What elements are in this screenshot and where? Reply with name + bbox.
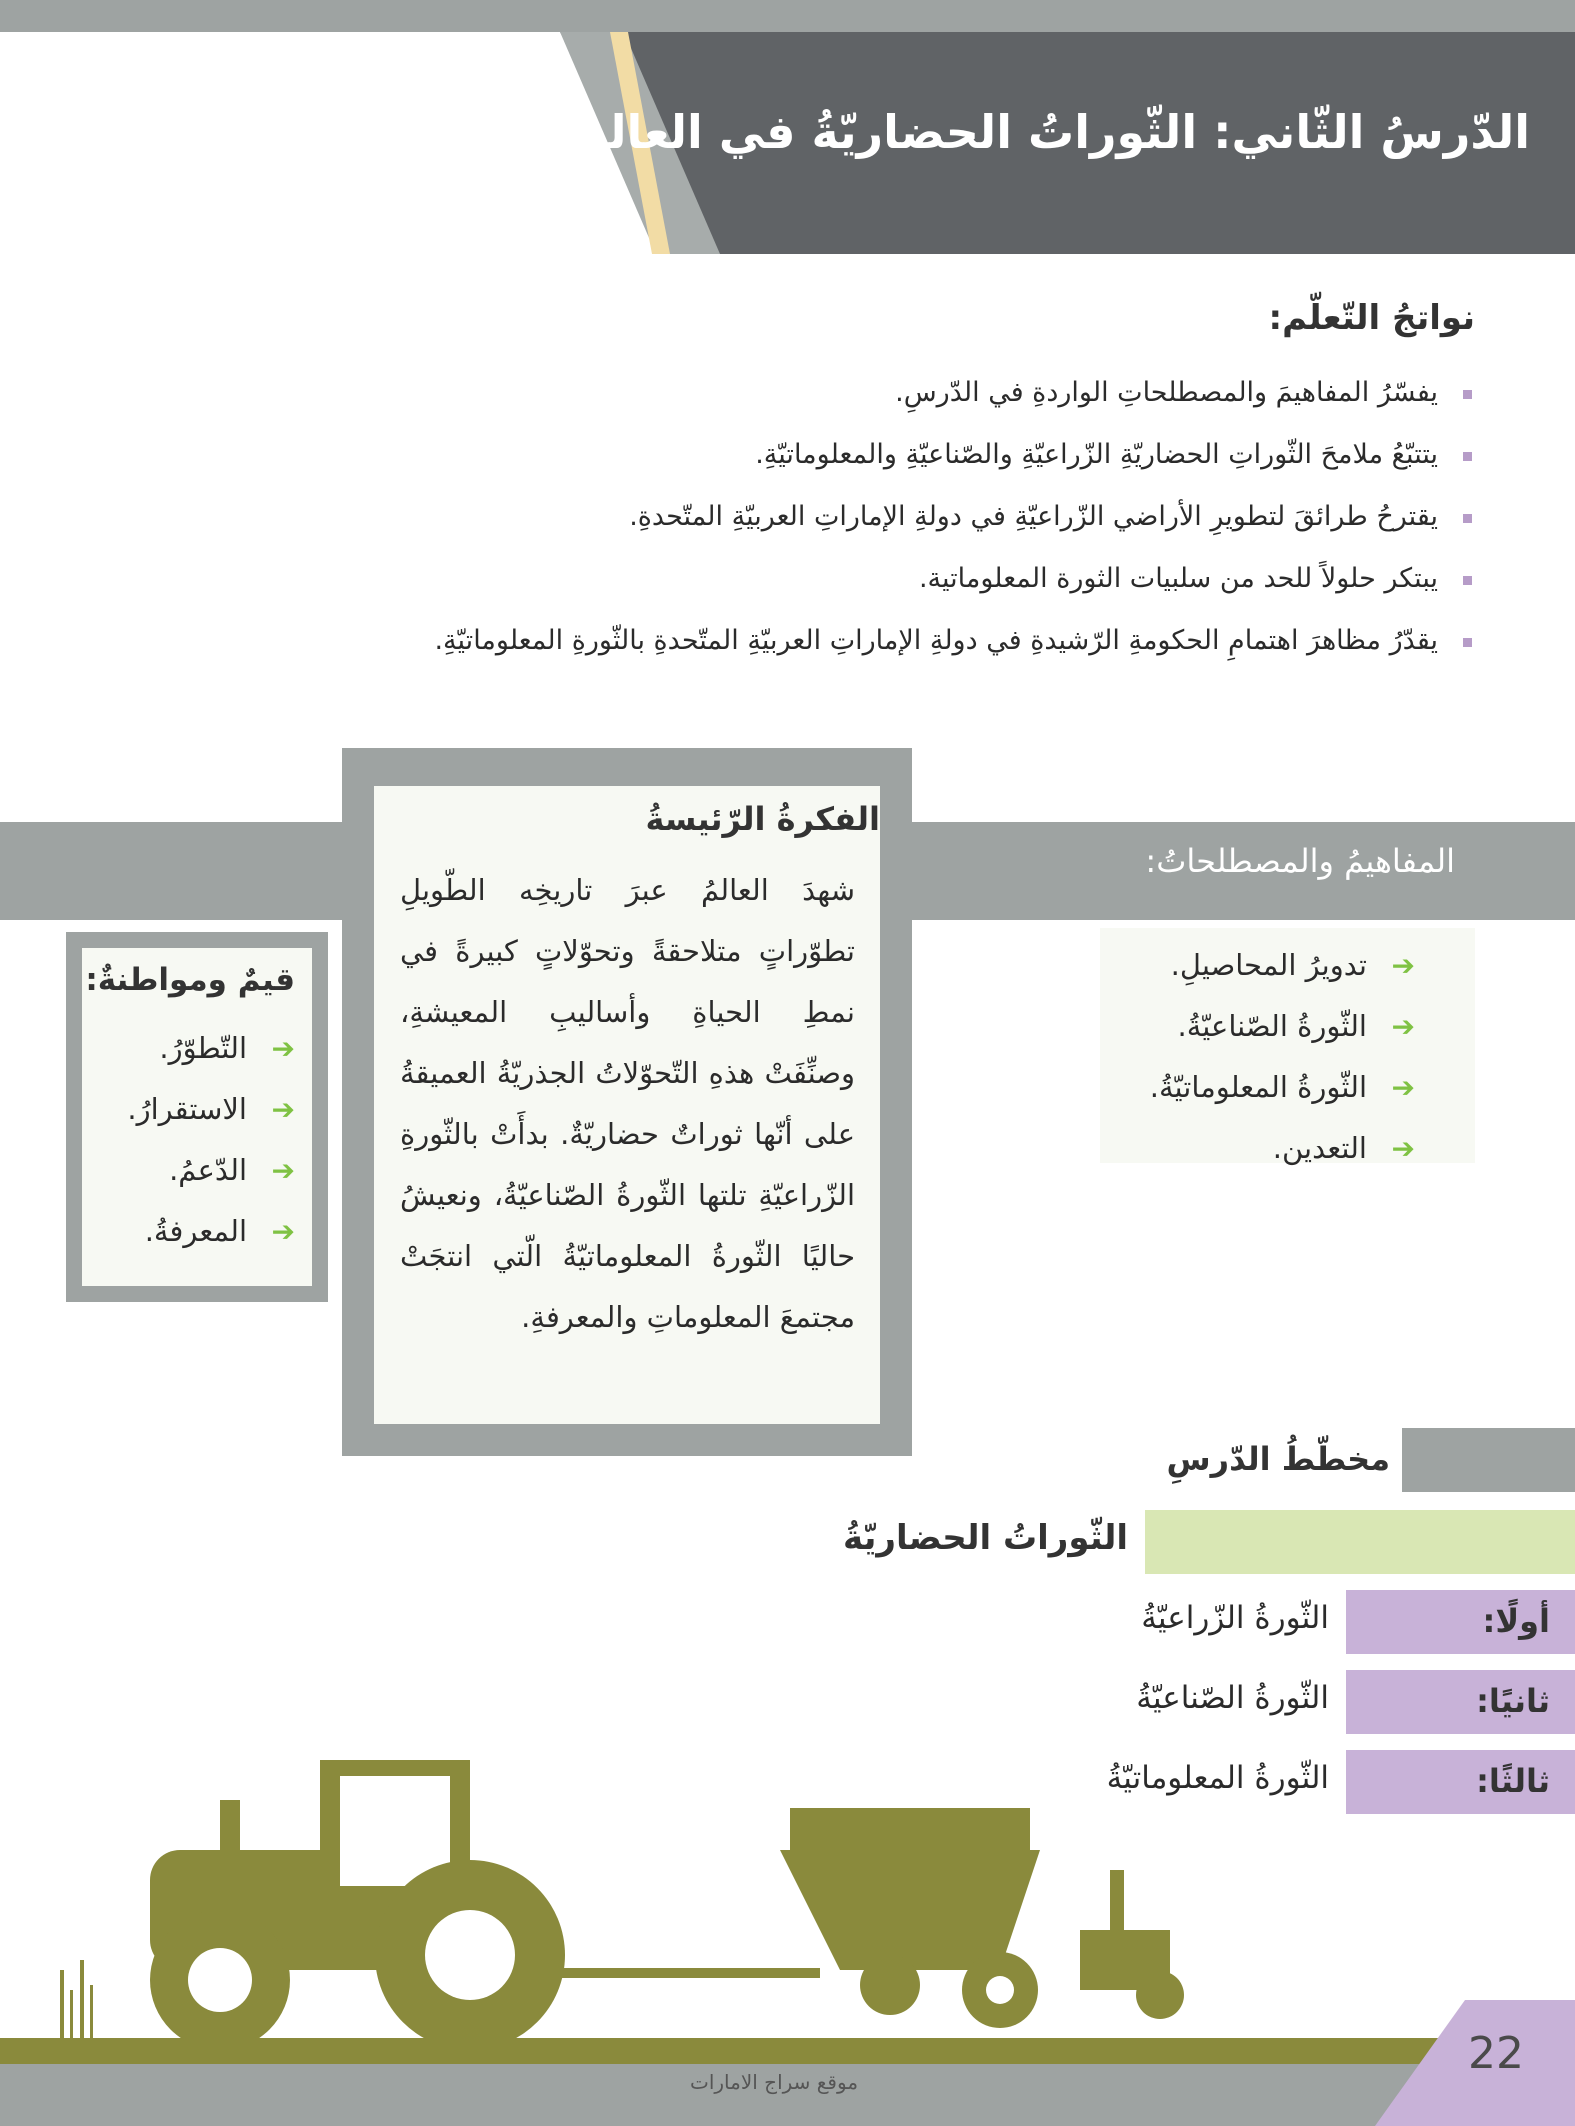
concept-label: التعدين. xyxy=(1272,1131,1367,1165)
value-label: الاستقرارُ. xyxy=(127,1092,247,1126)
values-list xyxy=(127,1018,295,1262)
plan-title-bar xyxy=(1402,1428,1575,1492)
concept-item xyxy=(1150,1057,1415,1118)
plan-item-2: الثّورةُ الصّناعيّةُ xyxy=(1136,1680,1329,1716)
plan-main-bar xyxy=(1145,1510,1575,1574)
concept-label: الثّورةُ الصّناعيّةُ. xyxy=(1177,1009,1367,1043)
main-idea-text: شهدَ العالمُ عبرَ تاريخِه الطّويلِ تطوّراتٍ متلاحقةً وتحوّلاتٍ كبيرةً في نمطِ الحياةِ وأساليبِ المعيشةِ، وصنِّفَتْ هذهِ التّحوّلاتُ الجذريّةُ العميقةُ على أنّها ثوراتٌ حضاريّةٌ. بدأَتْ بالثّورةِ الزّراعيّةِ تلتها الثّورةُ الصّناعيّةُ، ونعيشُ حاليًا الثّورةُ المعلوماتيّةُ الّتي انتجَتْ مجتمعَ المعلوماتِ والمعرفةِ. xyxy=(400,873,855,1334)
lesson-title: الدّرسُ الثّاني: الثّوراتُ الحضاريّةُ في العالمِ xyxy=(573,105,1530,159)
value-item xyxy=(127,1140,295,1201)
outcomes-list xyxy=(100,362,1480,672)
page-number: 22 xyxy=(1468,2028,1524,2079)
ground-strip xyxy=(0,2038,1575,2064)
tractor-icon xyxy=(40,1740,1240,2070)
concepts-list xyxy=(1150,935,1415,1179)
green-arrow-icon: ➔ xyxy=(271,1215,295,1248)
green-arrow-icon: ➔ xyxy=(1391,949,1415,982)
top-strip xyxy=(0,0,1575,32)
plan-title: مخطّطُ الدّرسِ xyxy=(1166,1440,1390,1478)
footer-site-text: موقع سراج الامارات xyxy=(690,2070,859,2094)
outcome-item: يقدّرُ مظاهرَ اهتمامِ الحكومةِ الرّشيدةِ في دولةِ الإماراتِ العربيّةِ المتّحدةِ بالثّورةِ المعلوماتيّةِ. xyxy=(100,610,1480,672)
concept-item xyxy=(1150,996,1415,1057)
value-item xyxy=(127,1079,295,1140)
concepts-title: المفاهيمُ والمصطلحاتُ: xyxy=(1145,842,1455,880)
concept-label: الثّورةُ المعلوماتيّةُ. xyxy=(1149,1070,1367,1104)
plan-label-2: ثانيًا: xyxy=(1346,1670,1575,1734)
green-arrow-icon: ➔ xyxy=(271,1093,295,1126)
main-idea-title: الفكرةُ الرّئيسةُ xyxy=(645,800,880,838)
green-arrow-icon: ➔ xyxy=(1391,1132,1415,1165)
plan-label-3: ثالثًا: xyxy=(1346,1750,1575,1814)
concept-label: تدويرُ المحاصيلِ. xyxy=(1170,948,1367,982)
outcome-item: يتتبّعُ ملامحَ الثّوراتِ الحضاريّةِ الزّراعيّةِ والصّناعيّةِ والمعلوماتيّةِ. xyxy=(100,424,1480,486)
green-arrow-icon: ➔ xyxy=(1391,1071,1415,1104)
outcome-item: يفسّرُ المفاهيمَ والمصطلحاتِ الواردةِ في الدّرسِ. xyxy=(100,362,1480,424)
value-label: التّطوّرُ. xyxy=(159,1031,247,1065)
green-arrow-icon: ➔ xyxy=(271,1154,295,1187)
concept-item xyxy=(1150,1118,1415,1179)
green-arrow-icon: ➔ xyxy=(271,1032,295,1065)
value-label: المعرفةُ. xyxy=(144,1214,247,1248)
values-title: قيمٌ ومواطنةٌ: xyxy=(85,962,295,998)
plan-item-3: الثّورةُ المعلوماتيّةُ xyxy=(1106,1760,1329,1796)
plan-main-title: الثّوراتُ الحضاريّةُ xyxy=(843,1518,1128,1558)
plan-item-1: الثّورةُ الزّراعيّةُ xyxy=(1141,1600,1329,1636)
outcomes-title: نواتجُ التّعلّم: xyxy=(1268,298,1475,338)
green-arrow-icon: ➔ xyxy=(1391,1010,1415,1043)
value-item xyxy=(127,1201,295,1262)
outcome-item: يبتكر حلولاً للحد من سلبيات الثورة المعلوماتية. xyxy=(100,548,1480,610)
value-label: الدّعمُ. xyxy=(169,1153,247,1187)
plan-label-1: أولًا: xyxy=(1346,1590,1575,1654)
concept-item xyxy=(1150,935,1415,996)
outcome-item: يقترحُ طرائقَ لتطويرِ الأراضي الزّراعيّةِ في دولةِ الإماراتِ العربيّةِ المتّحدةِ. xyxy=(100,486,1480,548)
value-item xyxy=(127,1018,295,1079)
